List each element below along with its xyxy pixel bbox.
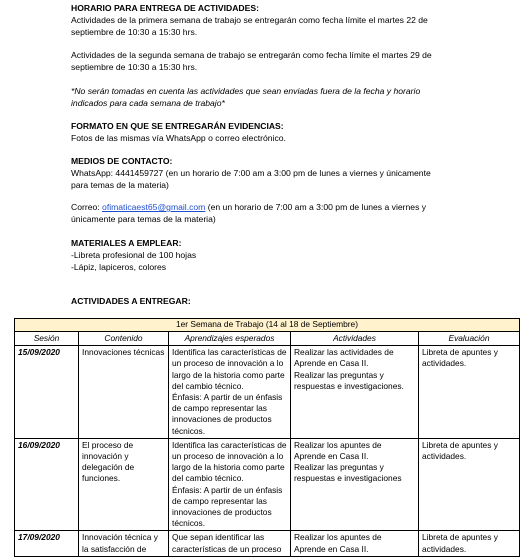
session-date: 17/09/2020 bbox=[15, 531, 79, 556]
content-cell: Innovación técnica y la satisfacción de bbox=[79, 531, 169, 556]
table-row bbox=[15, 531, 520, 556]
activities-table bbox=[14, 318, 520, 557]
schedule-para2-line1: Actividades de la segunda semana de trabajo se entregarán como fecha límite el martes 29 de bbox=[71, 50, 432, 60]
table-row bbox=[15, 346, 520, 439]
schedule-para1-line2: septiembre de 10:30 a 15:30 hrs. bbox=[71, 27, 198, 37]
content-cell: El proceso de innovación y delegación de funciones. bbox=[79, 438, 169, 531]
column-header-learning: Aprendizajes esperados bbox=[169, 332, 291, 346]
column-header-content: Contenido bbox=[79, 332, 169, 346]
email-suffix: (en un horario de 7:00 am a 3:00 pm de lunes a viernes y bbox=[205, 202, 427, 212]
evaluation-cell: Libreta de apuntes y actividades. bbox=[419, 438, 520, 531]
learning-emphasis: Énfasis: A partir de un énfasis de campo representar las innovaciones de productos técnicos. bbox=[172, 392, 283, 436]
session-date: 16/09/2020 bbox=[15, 438, 79, 531]
email-link[interactable]: ofimaticaest65@gmail.com bbox=[102, 202, 206, 212]
activities-cell bbox=[291, 346, 419, 439]
table-header-row bbox=[15, 332, 520, 346]
column-header-session: Sesión bbox=[15, 332, 79, 346]
schedule-para2-line2: septiembre de 10:30 a 15:30 hrs. bbox=[71, 62, 198, 72]
content-cell: Innovaciones técnicas bbox=[79, 346, 169, 439]
activities-text-2: Realizar las preguntas y respuestas e investigaciones bbox=[294, 462, 402, 484]
activities-text: Realizar las actividades de Aprende en Casa II. bbox=[294, 347, 394, 369]
schedule-note-line1: *No serán tomadas en cuenta las actividades que sean enviadas fuera de la fecha y horario bbox=[71, 86, 421, 96]
materials-item-1: -Libreta profesional de 100 hojas bbox=[71, 250, 197, 260]
format-section bbox=[71, 120, 471, 144]
schedule-section bbox=[71, 2, 471, 38]
format-heading: FORMATO EN QUE SE ENTREGARÁN EVIDENCIAS: bbox=[71, 121, 284, 131]
schedule-heading: HORARIO PARA ENTREGA DE ACTIVIDADES: bbox=[71, 3, 259, 13]
contact-email bbox=[71, 201, 471, 225]
activities-text-2: Realizar las preguntas y respuestas e investigaciones. bbox=[294, 369, 404, 391]
schedule-second-week bbox=[71, 49, 471, 73]
activities-cell: Realizar los apuntes de Aprende en Casa II. bbox=[291, 531, 419, 556]
activities-cell bbox=[291, 438, 419, 531]
learning-emphasis: Énfasis: A partir de un énfasis de campo representar las innovaciones de productos técnicos. bbox=[172, 484, 283, 529]
session-date: 15/09/2020 bbox=[15, 346, 79, 439]
schedule-note bbox=[71, 85, 471, 109]
contact-whatsapp-line2: para temas de la materia) bbox=[71, 180, 169, 190]
contact-whatsapp-line1: WhatsApp: 4441459727 (en un horario de 7:00 am a 3:00 pm de lunes a viernes y únicamente bbox=[71, 168, 431, 178]
contact-heading: MEDIOS DE CONTACTO: bbox=[71, 156, 173, 166]
column-header-activities: Actividades bbox=[291, 332, 419, 346]
column-header-evaluation: Evaluación bbox=[419, 332, 520, 346]
materials-heading: MATERIALES A EMPLEAR: bbox=[71, 238, 182, 248]
schedule-note-line2: indicados para cada semana de trabajo* bbox=[71, 98, 225, 108]
format-text: Fotos de las mismas vía WhatsApp o correo electrónico. bbox=[71, 133, 286, 143]
learning-cell: Que sepan identificar las características de un proceso bbox=[169, 531, 291, 556]
activities-heading: ACTIVIDADES A ENTREGAR: bbox=[71, 296, 191, 306]
evaluation-cell: Libreta de apuntes y actividades. bbox=[419, 531, 520, 556]
learning-cell bbox=[169, 438, 291, 531]
learning-text: Identifica las características de un proceso de innovación a lo largo de la historia como parte del cambio técnico. bbox=[172, 439, 287, 484]
learning-text: Identifica las características de un proceso de innovación a lo largo de la historia como parte del cambio técnico. bbox=[172, 347, 287, 391]
learning-cell bbox=[169, 346, 291, 439]
evaluation-cell: Libreta de apuntes y actividades. bbox=[419, 346, 520, 439]
email-prefix: Correo: bbox=[71, 202, 103, 212]
week-title: 1er Semana de Trabajo (14 al 18 de Septiembre) bbox=[15, 319, 520, 332]
materials-section bbox=[71, 237, 471, 273]
materials-item-2: -Lápiz, lapiceros, colores bbox=[71, 262, 167, 272]
schedule-para1-line1: Actividades de la primera semana de trabajo se entregarán como fecha límite el martes 22 de bbox=[71, 15, 428, 25]
table-row bbox=[15, 438, 520, 531]
activities-text: Realizar los apuntes de Aprende en Casa II. bbox=[294, 439, 382, 462]
contact-email-line2: únicamente para temas de la materia) bbox=[71, 214, 216, 224]
contact-email-line1 bbox=[71, 201, 471, 213]
contact-section bbox=[71, 155, 471, 191]
